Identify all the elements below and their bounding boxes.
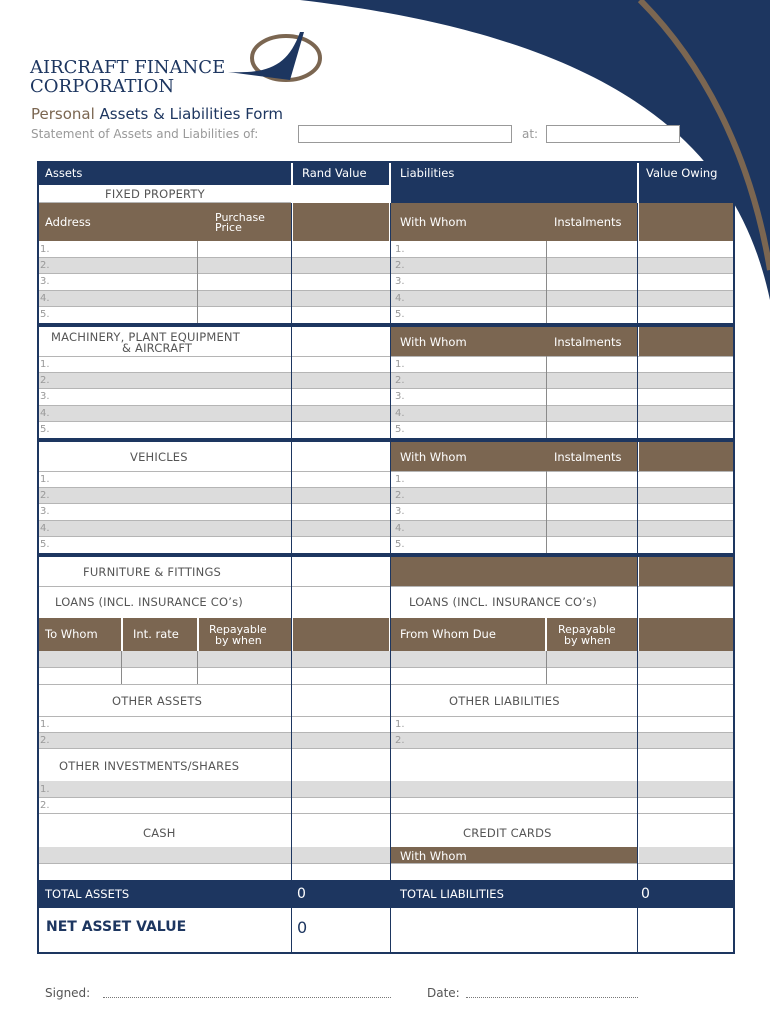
fixed-asset-row-4: 4. xyxy=(40,293,50,304)
total-assets-label: TOTAL ASSETS xyxy=(45,887,130,901)
assets-liabilities-table xyxy=(37,161,735,954)
machinery-liab-row-5: 5. xyxy=(395,424,405,435)
statement-of-input[interactable] xyxy=(298,125,512,143)
vehicles-asset-row-1: 1. xyxy=(40,474,50,485)
machinery-instalments: Instalments xyxy=(554,335,622,349)
statement-label: Statement of Assets and Liabilities of: xyxy=(31,127,259,141)
machinery-asset-row-1: 1. xyxy=(40,359,50,370)
liab-repayable-header-1: Repayable xyxy=(558,623,616,636)
vehicles-asset-row-4: 4. xyxy=(40,523,50,534)
vehicles-asset-row-2: 2. xyxy=(40,490,50,501)
vehicles-asset-row-3: 3. xyxy=(40,506,50,517)
purchase-header-2: Price xyxy=(215,221,242,234)
fixed-liab-row-3: 3. xyxy=(395,276,405,287)
vehicles-liab-row-4: 4. xyxy=(395,523,405,534)
logo-mark-icon xyxy=(228,28,324,86)
fixed-property-title: FIXED PROPERTY xyxy=(105,187,205,201)
repayable-header-2: by when xyxy=(215,634,262,647)
other-investments-row-1: 1. xyxy=(40,784,50,795)
header-liabilities: Liabilities xyxy=(400,166,455,180)
purchase-header-1: Purchase xyxy=(215,211,265,224)
to-whom-header: To Whom xyxy=(45,627,98,641)
other-investments-row-2: 2. xyxy=(40,800,50,811)
date-label: Date: xyxy=(427,986,460,1000)
total-assets-value: 0 xyxy=(297,886,306,902)
liab-repayable-header-2: by when xyxy=(564,634,611,647)
header-assets: Assets xyxy=(45,166,83,180)
date-line[interactable] xyxy=(466,997,638,998)
from-whom-header: From Whom Due xyxy=(400,627,496,641)
vehicles-liab-row-5: 5. xyxy=(395,539,405,550)
vehicles-liab-row-2: 2. xyxy=(395,490,405,501)
vehicles-liab-row-1: 1. xyxy=(395,474,405,485)
at-input[interactable] xyxy=(546,125,680,143)
other-liab-row-2: 2. xyxy=(395,735,405,746)
at-label: at: xyxy=(522,127,539,141)
fixed-liab-row-5: 5. xyxy=(395,309,405,320)
loans-assets-title: LOANS (INCL. INSURANCE CO’s) xyxy=(55,595,243,609)
vehicles-instalments: Instalments xyxy=(554,450,622,464)
fixed-with-whom: With Whom xyxy=(400,215,467,229)
vehicles-liab-row-3: 3. xyxy=(395,506,405,517)
other-assets-row-2: 2. xyxy=(40,735,50,746)
fixed-asset-row-1: 1. xyxy=(40,244,50,255)
fixed-liab-row-4: 4. xyxy=(395,293,405,304)
form-title xyxy=(31,107,283,122)
total-liabilities-label: TOTAL LIABILITIES xyxy=(400,887,504,901)
fixed-liab-row-2: 2. xyxy=(395,260,405,271)
address-header: Address xyxy=(45,215,91,229)
header-rand-value: Rand Value xyxy=(302,166,367,180)
table-border xyxy=(37,161,735,954)
other-assets-title: OTHER ASSETS xyxy=(112,694,203,708)
net-asset-label: NET ASSET VALUE xyxy=(46,919,187,935)
machinery-title-2: & AIRCRAFT xyxy=(122,341,193,355)
brand-line-1: AIRCRAFT FINANCE xyxy=(30,57,226,78)
fixed-asset-row-5: 5. xyxy=(40,309,50,320)
machinery-liab-row-2: 2. xyxy=(395,375,405,386)
loans-liab-title: LOANS (INCL. INSURANCE CO’s) xyxy=(409,595,597,609)
cash-title: CASH xyxy=(143,826,176,840)
brand-line-2: CORPORATION xyxy=(30,76,175,97)
total-liabilities-value: 0 xyxy=(641,886,650,902)
machinery-asset-row-5: 5. xyxy=(40,424,50,435)
other-assets-row-1: 1. xyxy=(40,719,50,730)
furniture-title: FURNITURE & FITTINGS xyxy=(83,565,222,579)
machinery-asset-row-3: 3. xyxy=(40,391,50,402)
machinery-liab-row-1: 1. xyxy=(395,359,405,370)
machinery-title-1: MACHINERY, PLANT EQUIPMENT xyxy=(51,330,240,344)
vehicles-title: VEHICLES xyxy=(130,450,188,464)
company-logo-text xyxy=(30,58,225,96)
int-rate-header: Int. rate xyxy=(133,627,179,641)
fixed-asset-row-3: 3. xyxy=(40,276,50,287)
vehicles-with-whom: With Whom xyxy=(400,450,467,464)
header-value-owing: Value Owing xyxy=(646,166,718,180)
fixed-asset-row-2: 2. xyxy=(40,260,50,271)
title-part-1: Personal xyxy=(31,105,100,123)
machinery-liab-row-4: 4. xyxy=(395,408,405,419)
credit-with-whom: With Whom xyxy=(400,849,467,863)
signed-label: Signed: xyxy=(45,986,91,1000)
machinery-liab-row-3: 3. xyxy=(395,391,405,402)
machinery-with-whom: With Whom xyxy=(400,335,467,349)
machinery-asset-row-4: 4. xyxy=(40,408,50,419)
machinery-asset-row-2: 2. xyxy=(40,375,50,386)
repayable-header-1: Repayable xyxy=(209,623,267,636)
fixed-liab-row-1: 1. xyxy=(395,244,405,255)
title-part-2: Assets & Liabilities Form xyxy=(99,105,283,123)
other-investments-title: OTHER INVESTMENTS/SHARES xyxy=(59,759,240,773)
net-asset-value: 0 xyxy=(297,918,308,937)
credit-cards-title: CREDIT CARDS xyxy=(463,826,552,840)
vehicles-asset-row-5: 5. xyxy=(40,539,50,550)
signature-line[interactable] xyxy=(103,997,391,998)
fixed-instalments: Instalments xyxy=(554,215,622,229)
other-liabilities-title: OTHER LIABILITIES xyxy=(449,694,560,708)
other-liab-row-1: 1. xyxy=(395,719,405,730)
